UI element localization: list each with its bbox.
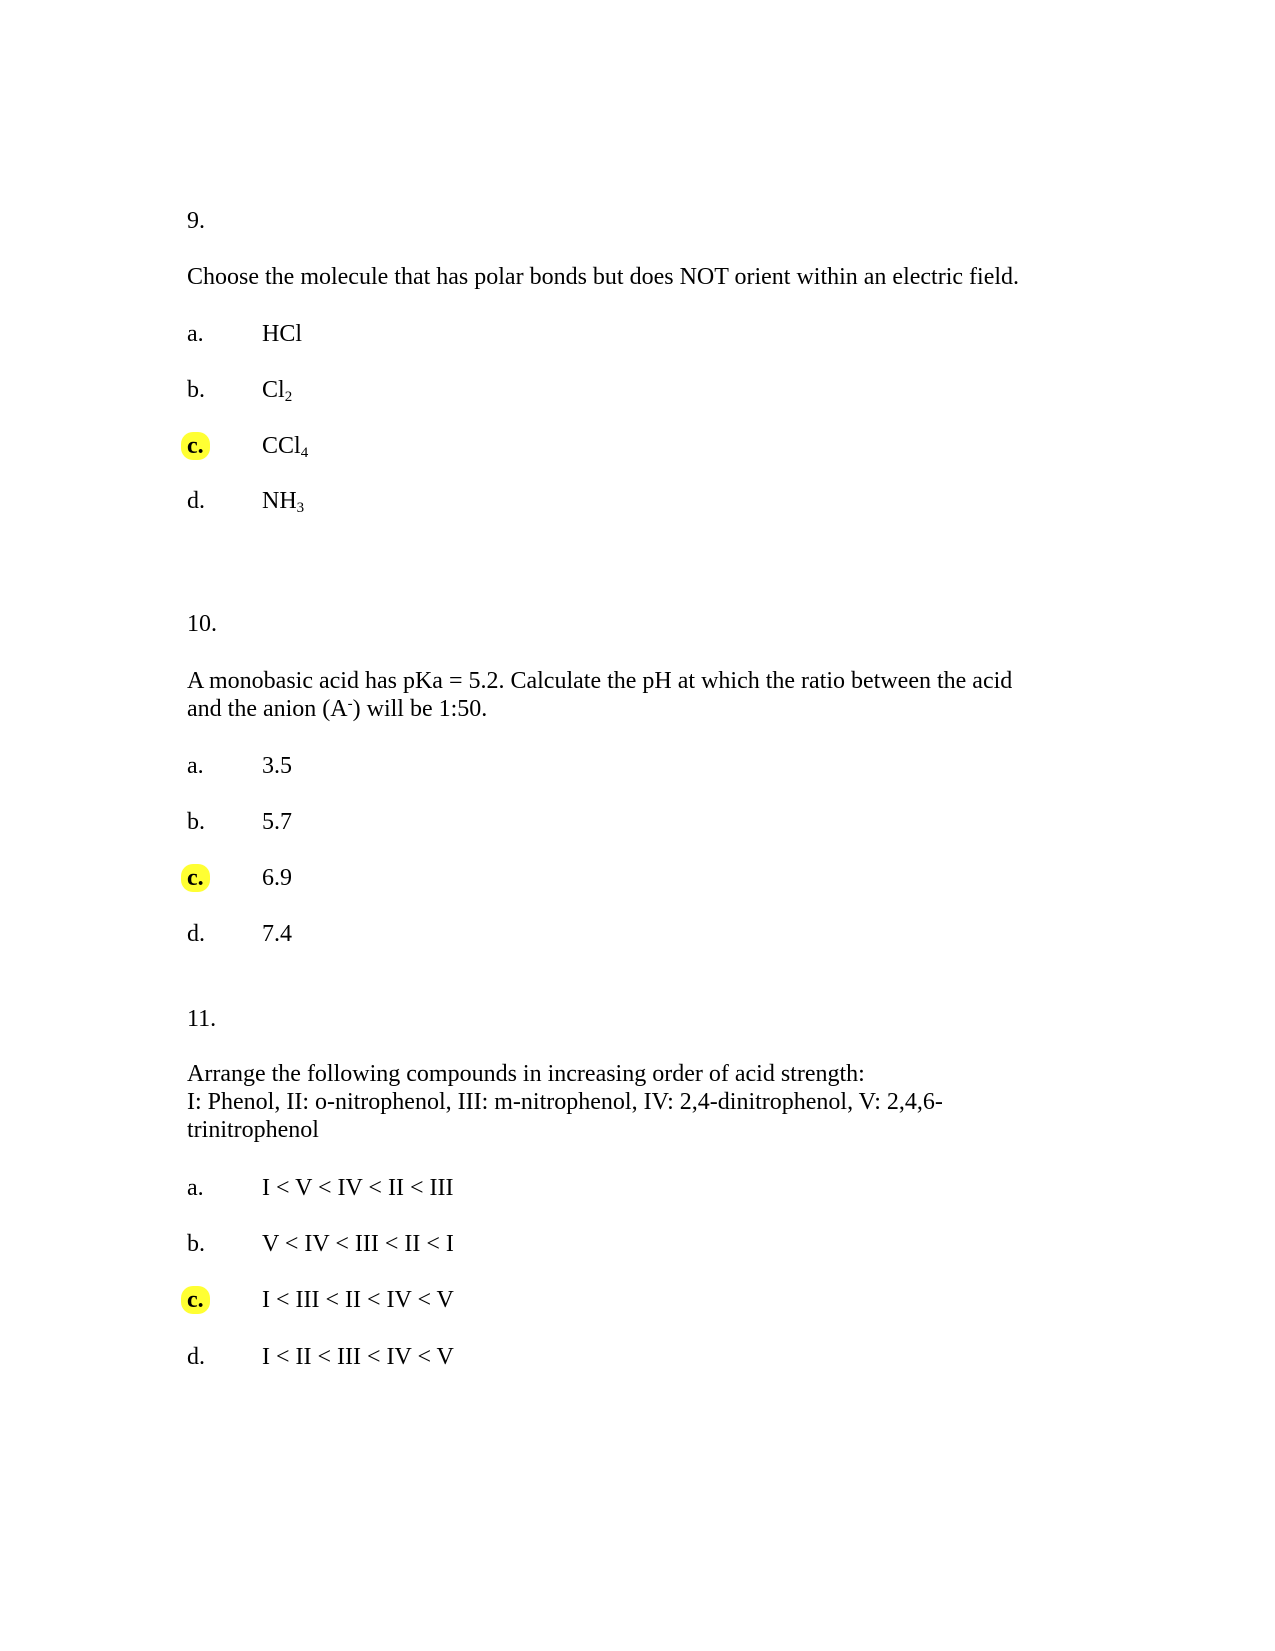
q11-option-d-letter: d. bbox=[187, 1344, 205, 1370]
q11-option-c-letter bbox=[187, 1286, 210, 1314]
q10-option-a-letter: a. bbox=[187, 753, 204, 779]
q10-option-a-answer: 3.5 bbox=[262, 753, 292, 779]
q9-option-d-answer bbox=[262, 487, 304, 515]
question-11-number: 11. bbox=[187, 1006, 217, 1032]
question-11-text-line3: trinitrophenol bbox=[187, 1117, 319, 1143]
question-10-text-line1: A monobasic acid has pKa = 5.2. Calculate the pH at which the ratio between the acid bbox=[187, 668, 1013, 694]
q11-option-b-answer: V < IV < III < II < I bbox=[262, 1231, 454, 1257]
q9-option-b-letter: b. bbox=[187, 377, 205, 403]
question-11-text-line1: Arrange the following compounds in increasing order of acid strength: bbox=[187, 1061, 865, 1087]
q11-option-a-letter: a. bbox=[187, 1175, 204, 1201]
q9-option-c-answer bbox=[262, 432, 308, 460]
q9-option-b-base: Cl bbox=[262, 377, 285, 403]
question-9-number: 9. bbox=[187, 208, 205, 234]
question-10-text-line2 bbox=[187, 695, 487, 723]
q9-option-a-letter: a. bbox=[187, 321, 204, 347]
q9-option-a-answer: HCl bbox=[262, 321, 303, 347]
q9-option-d-letter: d. bbox=[187, 488, 205, 514]
q9-option-c-base: CCl bbox=[262, 433, 301, 459]
q10-option-c-letter bbox=[187, 864, 210, 892]
q11-option-b-letter: b. bbox=[187, 1231, 205, 1257]
q10-option-d-answer: 7.4 bbox=[262, 921, 292, 947]
q11-option-d-answer: I < II < III < IV < V bbox=[262, 1344, 454, 1370]
q10-option-c-answer: 6.9 bbox=[262, 865, 292, 891]
q9-option-b-subscript: 2 bbox=[284, 389, 293, 405]
q9-option-b-answer bbox=[262, 376, 292, 404]
q9-option-d-base: NH bbox=[262, 488, 297, 514]
q10-correct-highlight: c. bbox=[181, 864, 210, 892]
q11-correct-highlight: c. bbox=[181, 1286, 210, 1314]
q10-option-d-letter: d. bbox=[187, 921, 205, 947]
q10-text-part2a: and the anion (A bbox=[187, 696, 348, 722]
q9-option-c-subscript: 4 bbox=[300, 445, 309, 461]
q10-option-b-answer: 5.7 bbox=[262, 809, 292, 835]
q11-option-c-answer: I < III < II < IV < V bbox=[262, 1287, 454, 1313]
q11-option-a-answer: I < V < IV < II < III bbox=[262, 1175, 454, 1201]
question-11-text-line2: I: Phenol, II: o-nitrophenol, III: m-nitrophenol, IV: 2,4-dinitrophenol, V: 2,4,6- bbox=[187, 1089, 943, 1115]
q10-option-b-letter: b. bbox=[187, 809, 205, 835]
q9-correct-highlight: c. bbox=[181, 432, 210, 460]
q10-text-part2b: ) will be 1:50. bbox=[352, 696, 488, 722]
q10-text-superscript: - bbox=[347, 696, 353, 712]
q9-option-c-letter bbox=[187, 432, 210, 460]
question-9-text: Choose the molecule that has polar bonds but does NOT orient within an electric field. bbox=[187, 264, 1020, 290]
q9-option-d-subscript: 3 bbox=[296, 500, 305, 516]
question-10-number: 10. bbox=[187, 611, 217, 637]
